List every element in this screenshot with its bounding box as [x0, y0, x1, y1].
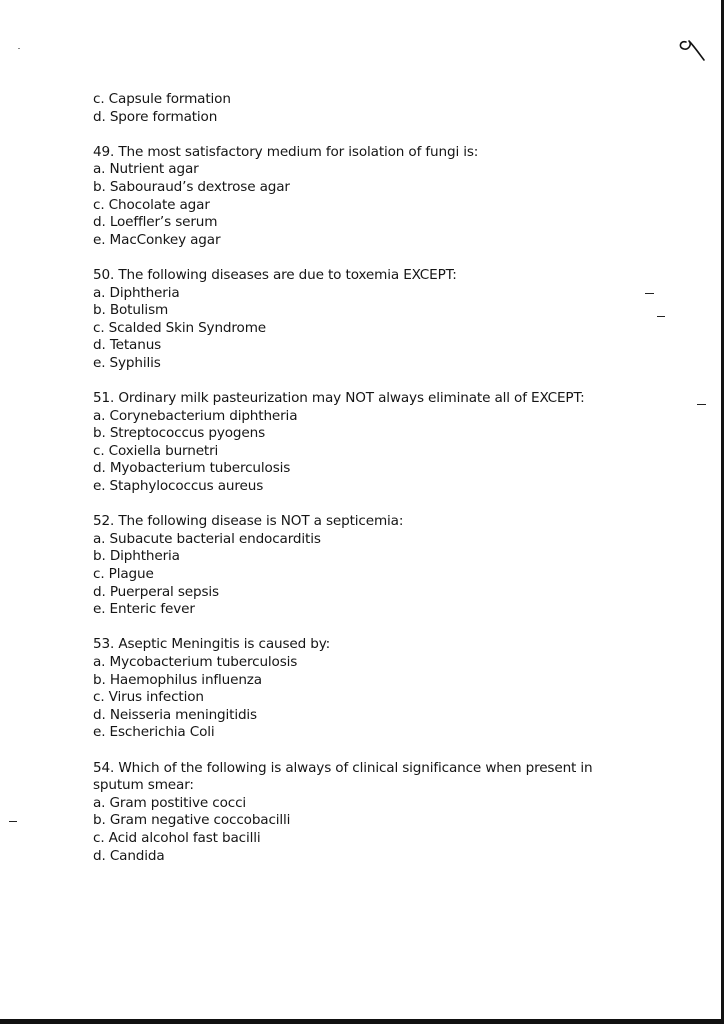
option-text: sputum smear: [93, 777, 194, 794]
option-text: d. Spore formation [93, 108, 218, 125]
scan-border-bottom [0, 1019, 724, 1024]
option-text: d. Loeffler’s serum [93, 214, 218, 231]
option-text: b. Gram negative coccobacilli [93, 812, 291, 829]
question-text: 49. The most satisfactory medium for isolation of fungi is: [93, 143, 479, 160]
option-text: c. Virus infection [93, 689, 204, 706]
option-text: a. Nutrient agar [93, 161, 199, 178]
scan-speck [18, 48, 20, 49]
option-text: e. Enteric fever [93, 601, 195, 618]
question-text: 51. Ordinary milk pasteurization may NOT always eliminate all of EXCEPT: [93, 390, 585, 407]
option-text: a. Diphtheria [93, 284, 180, 301]
option-text: e. Staphylococcus aureus [93, 478, 264, 495]
option-text: c. Capsule formation [93, 91, 231, 107]
continued-options-block [93, 91, 653, 126]
option-text: a. Mycobacterium tuberculosis [93, 654, 298, 670]
option-text: b. Sabouraud’s dextrose agar [93, 178, 290, 195]
question-list [93, 91, 653, 865]
question-block [93, 513, 653, 619]
question-block [93, 144, 653, 250]
option-text: b. Haemophilus influenza [93, 671, 262, 688]
option-text: b. Botulism [93, 302, 169, 319]
option-text: e. MacConkey agar [93, 231, 221, 248]
question-block [93, 760, 653, 866]
question-text: 50. The following diseases are due to toxemia EXCEPT: [93, 266, 457, 283]
question-block [93, 267, 653, 373]
question-text: 54. Which of the following is always of clinical significance when present in [93, 759, 593, 776]
question-text: 53. Aseptic Meningitis is caused by: [93, 636, 331, 653]
option-text: d. Puerperal sepsis [93, 583, 219, 600]
option-text: b. Streptococcus pyogens [93, 425, 265, 442]
option-text: c. Coxiella burnetri [93, 442, 219, 459]
option-text: e. Escherichia Coli [93, 724, 215, 741]
option-text: a. Corynebacterium diphtheria [93, 407, 298, 424]
question-block [93, 390, 653, 496]
margin-tick-mark [657, 316, 665, 317]
option-text: c. Plague [93, 566, 154, 583]
option-text: a. Subacute bacterial endocarditis [93, 530, 321, 547]
option-text: d. Candida [93, 847, 165, 864]
option-text: d. Myobacterium tuberculosis [93, 460, 291, 477]
option-text: e. Syphilis [93, 354, 161, 371]
option-text: c. Chocolate agar [93, 196, 210, 213]
handwritten-page-number [676, 34, 706, 64]
option-text: d. Tetanus [93, 337, 162, 354]
option-text: d. Neisseria meningitidis [93, 706, 257, 723]
option-text: b. Diphtheria [93, 548, 180, 565]
margin-tick-mark [697, 404, 706, 405]
option-text: c. Scalded Skin Syndrome [93, 319, 267, 336]
question-block [93, 636, 653, 742]
question-text: 52. The following disease is NOT a septicemia: [93, 513, 404, 530]
margin-tick-mark [9, 821, 17, 822]
option-text: c. Acid alcohol fast bacilli [93, 829, 261, 846]
option-text: a. Gram postitive cocci [93, 794, 247, 811]
